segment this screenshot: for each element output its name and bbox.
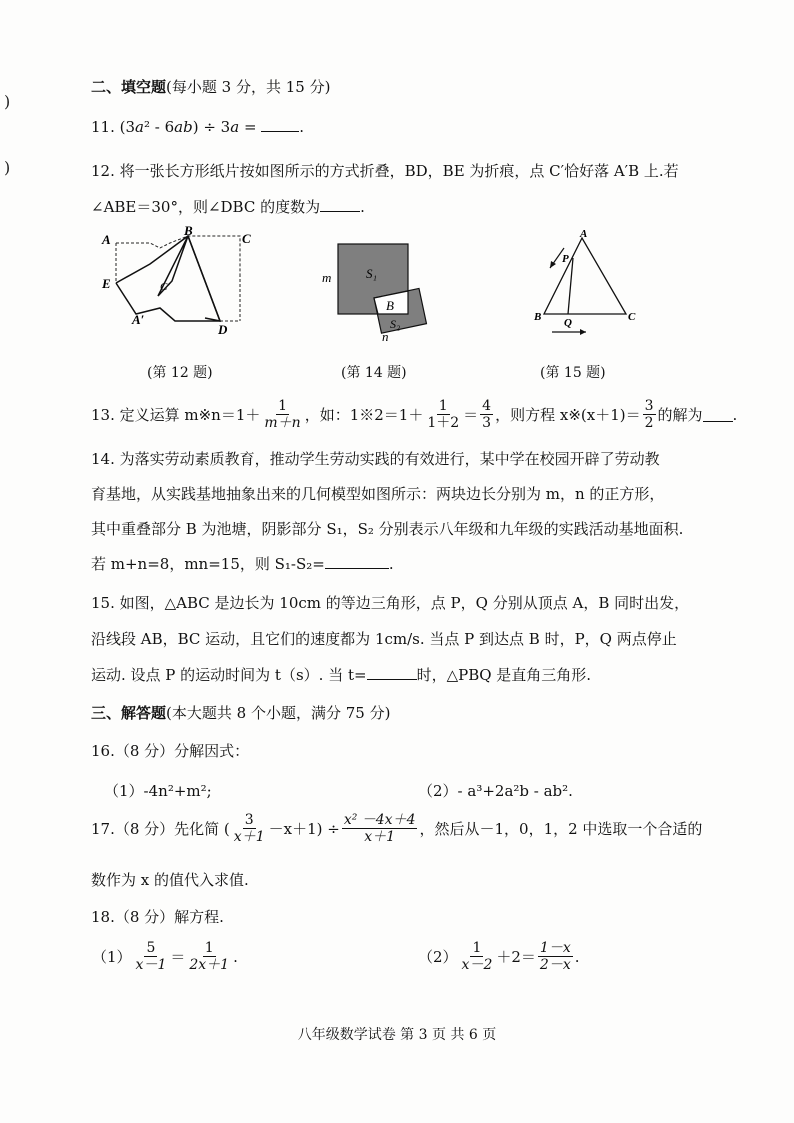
question-12-line-2 bbox=[91, 196, 365, 217]
fraction: $\frac{1}{x-2}$ bbox=[461, 940, 493, 973]
arrow-head bbox=[580, 329, 586, 335]
section-heading-solve bbox=[91, 702, 390, 723]
question-text: 17.（8 分）先化简 ( bbox=[91, 820, 230, 838]
question-16-part-2: （2）- a³+2a²b - ab². bbox=[418, 782, 573, 800]
punct: . bbox=[233, 947, 238, 966]
question-14-line-1: 14. 为落实劳动素质教育，推动学生劳动实践的有效进行，某中学在校园开辟了劳动教 bbox=[91, 450, 660, 468]
punct: . bbox=[388, 555, 394, 573]
figure-label: S₁ bbox=[366, 266, 378, 281]
section-note: (每小题 3 分，共 15 分) bbox=[166, 78, 331, 96]
question-18-part-2 bbox=[418, 940, 580, 973]
part-label: （2） bbox=[418, 948, 458, 966]
figure-label: D bbox=[218, 322, 228, 337]
figure-label: P bbox=[562, 253, 569, 265]
question-15-line-1: 15. 如图，△ABC 是边长为 10cm 的等边三角形，点 P，Q 分别从顶点 A，B 同时出发， bbox=[91, 594, 690, 612]
section-heading-fill-blank bbox=[91, 76, 330, 97]
punct: . bbox=[574, 947, 580, 966]
figure-label: C′ bbox=[160, 281, 170, 293]
section-note: (本大题共 8 个小题，满分 75 分) bbox=[166, 704, 391, 722]
expr-var: ab bbox=[174, 118, 193, 136]
question-14-line-3: 其中重叠部分 B 为池塘，阴影部分 S₁，S₂ 分别表示八年级和九年级的实践活动基地面积. bbox=[91, 520, 684, 538]
question-text: ，然后从－1，0，1，2 中选取一个合适的 bbox=[419, 820, 703, 838]
question-17-line-1 bbox=[91, 812, 702, 845]
question-text: ＝ bbox=[463, 406, 479, 424]
figure-label: A bbox=[102, 232, 111, 247]
question-14-line-4 bbox=[91, 553, 394, 574]
equation-middle: ＋2＝ bbox=[496, 948, 536, 966]
question-17-line-2: 数作为 x 的值代入求值. bbox=[91, 871, 249, 889]
triangle-ABC bbox=[544, 238, 626, 314]
figure-15-caption: (第 15 题) bbox=[540, 365, 606, 381]
figure-label: m bbox=[322, 270, 332, 285]
expr-part: ) ÷ 3 bbox=[192, 118, 231, 136]
question-text: ，如：1※2＝1＋ bbox=[304, 406, 424, 424]
question-15-line-3 bbox=[91, 664, 591, 685]
figure-label: A bbox=[580, 228, 588, 240]
figure-label: C bbox=[242, 231, 251, 246]
question-18-head: 18.（8 分）解方程. bbox=[91, 908, 224, 926]
fraction: $\frac{3}{2}$ bbox=[644, 398, 654, 431]
expr-var: a bbox=[230, 118, 240, 136]
edge-mark: ) bbox=[4, 158, 11, 177]
fraction: $\frac{1}{2x+1}$ bbox=[189, 940, 230, 973]
figure-label: B bbox=[386, 298, 394, 313]
fraction: $\frac{1}{m+n}$ bbox=[264, 398, 301, 431]
arrow-head bbox=[550, 261, 556, 268]
question-14-line-2: 育基地，从实践基地抽象出来的几何模型如图所示：两块边长分别为 m，n 的正方形， bbox=[91, 485, 665, 503]
answer-blank[interactable] bbox=[703, 407, 733, 422]
figure-label: E bbox=[102, 276, 111, 291]
question-number: 11. bbox=[91, 118, 115, 136]
question-16-part-1: （1）-4n²+m²; bbox=[104, 782, 212, 800]
section-title: 二、填空题 bbox=[91, 78, 167, 96]
figure-label: A′ bbox=[132, 312, 145, 327]
question-18-part-1 bbox=[92, 940, 238, 973]
question-text: 若 m+n=8，mn=15，则 S₁-S₂= bbox=[91, 555, 325, 573]
answer-blank[interactable] bbox=[367, 665, 417, 680]
figure-label: Q bbox=[564, 317, 572, 329]
figure-14-caption: (第 14 题) bbox=[341, 365, 407, 381]
fraction: $\frac{\text{x² －4x＋4}}{x+1}$ bbox=[343, 812, 416, 845]
question-text: 时，△PBQ 是直角三角形. bbox=[416, 666, 592, 684]
question-text: 13. 定义运算 m※n＝1＋ bbox=[91, 406, 261, 424]
figure-label: n bbox=[382, 329, 389, 344]
fraction: $\frac{4}{3}$ bbox=[482, 398, 492, 431]
punct: . bbox=[299, 118, 305, 136]
edge-mark: ) bbox=[4, 92, 11, 111]
figure-label: B bbox=[184, 226, 193, 238]
part-label: （1） bbox=[92, 948, 132, 966]
fraction: $\frac{1-x}{2-x}$ bbox=[539, 940, 571, 973]
expr-part: (3 bbox=[119, 118, 136, 136]
figure-label: C bbox=[628, 311, 636, 323]
segment-PQ bbox=[568, 258, 573, 314]
fraction: $\frac{3}{x+1}$ bbox=[233, 812, 265, 845]
expr-part: = bbox=[239, 118, 257, 136]
page-footer: 八年级数学试卷 第 3 页 共 6 页 bbox=[297, 1027, 497, 1043]
question-text: 运动. 设点 P 的运动时间为 t（s）. 当 t= bbox=[91, 666, 367, 684]
expr-part: ² - 6 bbox=[144, 118, 175, 136]
answer-blank[interactable] bbox=[320, 197, 360, 212]
figure-label: B bbox=[534, 311, 542, 323]
figure-12-caption: (第 12 题) bbox=[147, 365, 213, 381]
question-11 bbox=[91, 117, 304, 136]
figure-label: S₂ bbox=[390, 317, 401, 331]
figure-14-overlapping-squares bbox=[318, 238, 428, 344]
equals: ＝ bbox=[170, 948, 186, 966]
question-15-line-2: 沿线段 AB，BC 运动，且它们的速度都为 1cm/s. 当点 P 到达点 B 时，P，Q 两点停止 bbox=[91, 630, 677, 648]
question-13 bbox=[91, 398, 737, 431]
figure-15-equilateral-triangle bbox=[526, 228, 646, 340]
expr-var: a bbox=[135, 118, 144, 136]
punct: . bbox=[360, 198, 365, 216]
question-text: 的解为 bbox=[657, 406, 703, 424]
section-title: 三、解答题 bbox=[91, 704, 167, 722]
answer-blank[interactable] bbox=[325, 554, 389, 569]
figure-12-folded-rectangle bbox=[100, 226, 260, 346]
answer-blank[interactable] bbox=[261, 117, 299, 132]
question-text: ∠ABE＝30°，则∠DBC 的度数为 bbox=[91, 198, 321, 216]
question-text: －x＋1) ÷ bbox=[268, 820, 340, 838]
question-text: ，则方程 x※(x＋1)＝ bbox=[495, 406, 641, 424]
fraction: $\frac{5}{x-1}$ bbox=[135, 940, 167, 973]
question-12-line-1: 12. 将一张长方形纸片按如图所示的方式折叠，BD，BE 为折痕，点 C′恰好落 A′B 上.若 bbox=[91, 162, 679, 180]
punct: . bbox=[732, 405, 738, 424]
fraction: $\frac{1}{1+2}$ bbox=[427, 398, 460, 431]
question-16-head: 16.（8 分）分解因式： bbox=[91, 742, 250, 760]
folded-edge bbox=[188, 236, 220, 321]
